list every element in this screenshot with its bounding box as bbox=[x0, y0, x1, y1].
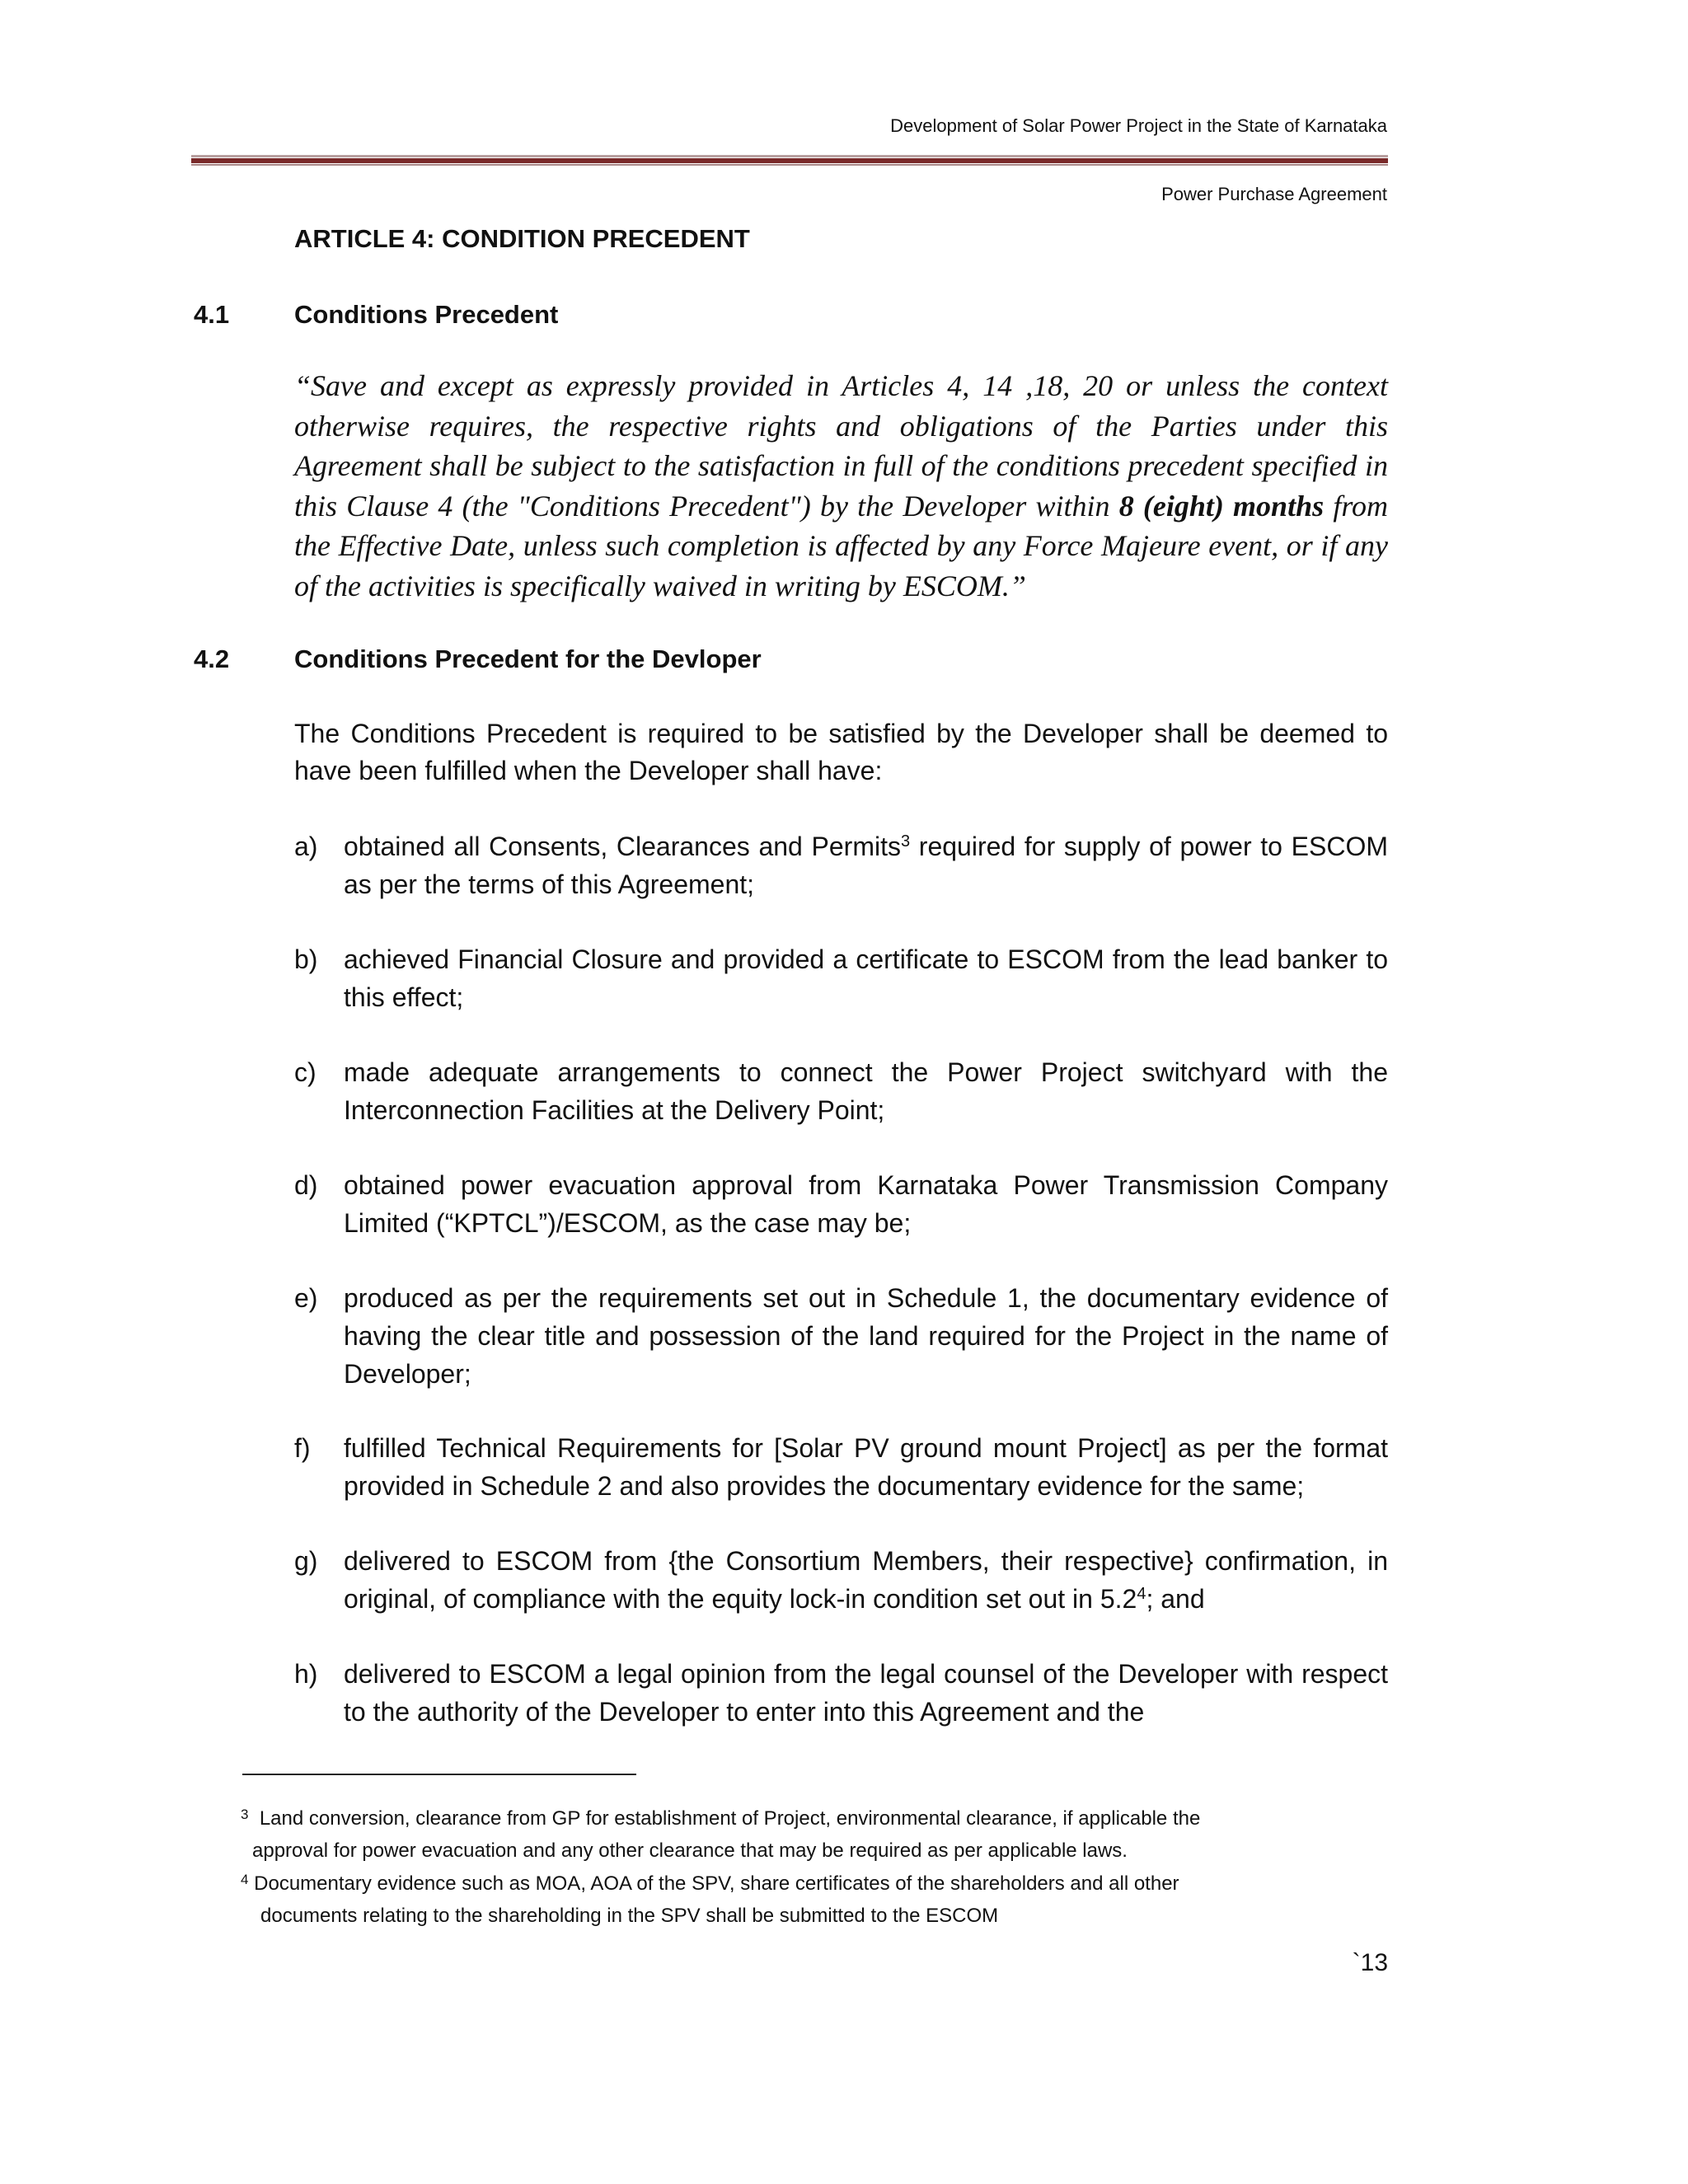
footnote-ref-4: 4 bbox=[1137, 1585, 1146, 1603]
quote-bold-duration: 8 (eight) months bbox=[1118, 489, 1325, 523]
section-title-4-2: Conditions Precedent for the Devloper bbox=[294, 644, 762, 673]
list-item-label: c) bbox=[294, 1057, 316, 1087]
intro-paragraph: The Conditions Precedent is required to be satisfied by the Developer shall be deemed to have been fulfilled when the Developer shall have: bbox=[294, 719, 1388, 785]
footnote-number: 3 bbox=[241, 1807, 249, 1822]
quote-text-start: “Save and except as expressly provided in Articles 4, 14 ,18, 20 or unless the context otherwise requires, the respective rights and obligations of the Parties under this Agreement shall be subject to the satisfaction in full of the conditions precedent specified in this Clause 4 (the "Conditions Precedent") by the Developer within bbox=[294, 369, 1388, 523]
list-item-text-start: obtained all Consents, Clearances and Permits bbox=[344, 832, 901, 861]
list-item-label: f) bbox=[294, 1433, 311, 1463]
footnote-text: Land conversion, clearance from GP for establishment of Project, environmental clearance, if applicable the bbox=[259, 1807, 1201, 1830]
page-number: `13 bbox=[1352, 1949, 1388, 1976]
list-item-text bbox=[344, 827, 1388, 903]
list-item-e bbox=[294, 1279, 1388, 1393]
section-number-4-1: 4.1 bbox=[194, 300, 230, 329]
list-item-text-end: ; and bbox=[1146, 1584, 1205, 1614]
footnote-number: 4 bbox=[241, 1872, 249, 1887]
article-heading: ARTICLE 4: CONDITION PRECEDENT bbox=[294, 224, 750, 253]
list-item-text: delivered to ESCOM a legal opinion from the legal counsel of the Developer with respect to the authority of the Developer to enter into this Agreement and the bbox=[344, 1659, 1388, 1727]
quote-paragraph bbox=[294, 366, 1388, 606]
list-item-text: made adequate arrangements to connect the Power Project switchyard with the Interconnection Facilities at the Delivery Point; bbox=[344, 1057, 1388, 1125]
section-title-4-1: Conditions Precedent bbox=[294, 300, 559, 329]
header-rule-line-middle bbox=[191, 158, 1388, 163]
header-subtitle: Power Purchase Agreement bbox=[1161, 184, 1387, 204]
list-item-text: achieved Financial Closure and provided a certificate to ESCOM from the lead banker to this effect; bbox=[344, 944, 1388, 1012]
list-item-d bbox=[294, 1166, 1388, 1242]
header-rule-line-top bbox=[191, 155, 1388, 157]
list-item-label: e) bbox=[294, 1283, 318, 1313]
list-item-label: d) bbox=[294, 1170, 318, 1200]
footnote-continuation: approval for power evacuation and any other clearance that may be required as per applicable laws. bbox=[252, 1840, 1128, 1862]
list-item-text-end: required for supply of power to ESCOM as per the terms of this Agreement; bbox=[344, 832, 1389, 899]
list-item-label: a) bbox=[294, 832, 318, 861]
quote-text-end: from the Effective Date, unless such completion is affected by any Force Majeure event, or if any of the activities is specifically waived in writing by ESCOM.” bbox=[294, 489, 1389, 602]
list-item-label: b) bbox=[294, 944, 318, 974]
list-item-c bbox=[294, 1053, 1388, 1129]
footnote-continuation: documents relating to the shareholding in the SPV shall be submitted to the ESCOM bbox=[260, 1905, 999, 1927]
footnote-4 bbox=[241, 1868, 1388, 1932]
list-item-label: g) bbox=[294, 1546, 318, 1576]
list-item-b bbox=[294, 940, 1388, 1016]
footnote-3 bbox=[241, 1802, 1388, 1867]
list-item-text bbox=[344, 1542, 1388, 1618]
list-item-g bbox=[294, 1542, 1388, 1618]
list-item-text: produced as per the requirements set out in Schedule 1, the documentary evidence of having the clear title and possession of the land required for the Project in the name of Developer; bbox=[344, 1283, 1388, 1389]
list-item-a bbox=[294, 827, 1388, 903]
footnote-ref-3: 3 bbox=[900, 832, 911, 851]
list-item-text: obtained power evacuation approval from Karnataka Power Transmission Company Limited (“KPTCL”)/ESCOM, as the case may be; bbox=[344, 1170, 1388, 1238]
list-item-f bbox=[294, 1429, 1388, 1505]
header-title: Development of Solar Power Project in the State of Karnataka bbox=[890, 115, 1387, 136]
list-item-h bbox=[294, 1655, 1388, 1731]
footnote-divider bbox=[242, 1774, 636, 1775]
list-item-text-start: delivered to ESCOM from {the Consortium Members, their respective} confirmation, in original, of compliance with the equity lock-in condition set out in 5.2 bbox=[344, 1546, 1388, 1614]
footnote-text: Documentary evidence such as MOA, AOA of the SPV, share certificates of the shareholders and all other bbox=[254, 1872, 1179, 1895]
list-item-text: fulfilled Technical Requirements for [Solar PV ground mount Project] as per the format provided in Schedule 2 and also provides the documentary evidence for the same; bbox=[344, 1433, 1388, 1501]
header-rule bbox=[191, 155, 1388, 166]
header-rule-line-bottom bbox=[191, 164, 1388, 166]
list-item-label: h) bbox=[294, 1659, 318, 1689]
section-number-4-2: 4.2 bbox=[194, 644, 230, 673]
